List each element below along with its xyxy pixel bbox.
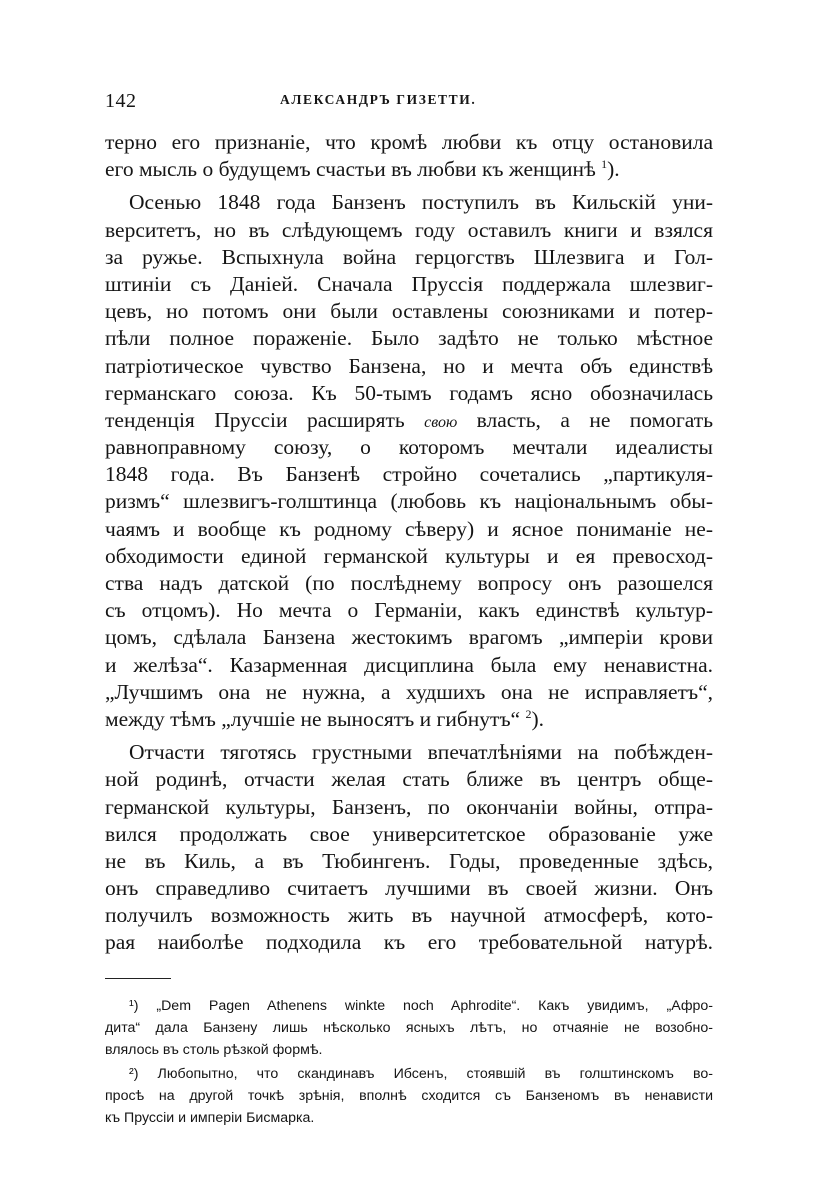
page-number: 142 [105,90,137,112]
paragraph-2 [105,189,713,733]
text-line: получилъ возможность жить въ научной атмосферѣ, кото- [105,903,713,928]
paragraph-3 [105,739,713,957]
text-line: пѣли полное пораженiе. Было задѣто не только мѣстное [105,326,713,351]
text-line: патрiотическое чувство Банзена, но и мечта объ единствѣ [105,353,713,378]
footnote-line: влялось въ столь рѣзкой формѣ. [105,1041,323,1058]
running-head: АЛЕКСАНДРЪ ГИЗЕТТИ. [280,92,477,107]
footnote-line: къ Пруссiи и имперiи Бисмарка. [105,1109,315,1126]
footnote-1 [105,995,713,1061]
footnote-separator [105,978,171,979]
text-line: цевъ, но потомъ они были оставлены союзниками и потер- [105,299,713,324]
text-line: вился продолжать свое университетское образованiе уже [105,821,713,846]
text-line: обходимости единой германской культуры и ея превосход- [105,543,713,568]
text-line: за ружье. Вспыхнула война герцогствъ Шлезвига и Гол- [105,244,713,269]
text-line: „Лучшимъ она не нужна, а худшихъ она не исправляетъ“, [105,679,713,704]
text-line: верситетъ, но въ слѣдующемъ году оставилъ книги и взялся [105,217,713,242]
footnote-line: ¹) „Dem Pagen Athenens winkte noch Aphrodite“. Какъ увидимъ, „Афро- [129,997,713,1014]
book-page [105,86,713,1129]
text-line: между тѣмъ „лучшiе не выносятъ и гибнутъ“ $^2$). [105,706,545,731]
text-line: онъ справедливо считаетъ лучшими въ своей жизни. Онъ [105,876,713,901]
text-line: терно его признанiе, что кромѣ любви къ отцу остановила [105,130,713,154]
text-line: съ отцомъ). Но мечта о Германiи, какъ единствѣ культур- [105,598,713,623]
text-line: ризмъ“ шлезвигъ-голштинца (любовь къ нацiональнымъ обы- [105,489,713,514]
footnote-line: дита“ дала Банзену лишь нѣсколько ясныхъ лѣтъ, но отчаянiе не возобно- [105,1019,713,1036]
italic-emphasis: свою [424,413,458,431]
text-line: и желѣза“. Казарменная дисциплина была ему ненавистна. [105,652,713,677]
text-line: не въ Киль, а въ Тюбингенъ. Годы, проведенные здѣсь, [105,848,713,873]
footnote-ref-2[interactable]: 2 [525,706,532,721]
paragraph-1 [105,129,713,183]
text-line: его мысль о будущемъ счастьи въ любви къ женщинѣ $^1$). [105,157,620,182]
text-line: Отчасти тяготясь грустными впечатлѣнiями на побѣжден- [129,740,713,765]
text-line: ства надъ датской (по послѣднему вопросу онъ разошелся [105,571,713,595]
footnote-ref-1[interactable]: 1 [601,157,608,172]
text-line: цомъ, сдѣлала Банзена жестокимъ врагомъ „имперiи крови [105,625,713,650]
text-line: равноправному союзу, о которомъ мечтали идеалисты [105,435,713,460]
text-line: тенденцiя Пруссiи расширять свою власть, а не помогать [105,407,713,432]
text-line: ной родинѣ, отчасти желая стать ближе въ центръ обще- [105,767,713,792]
text-line: германской культуры, Банзенъ, по окончанiи войны, отпра- [105,794,713,819]
text-line: штинiи съ Данiей. Сначала Пруссiя поддержала шлезвиг- [105,271,713,296]
footnote-2 [105,1063,713,1129]
text-line: 1848 года. Въ Банзенѣ стройно сочетались „партикуля- [105,462,713,487]
footnote-line: просѣ на другой точкѣ зрѣнiя, вполнѣ сходится съ Банзеномъ въ ненависти [105,1087,713,1104]
text-line: рая наиболѣе подходила къ его требовательной натурѣ. [105,930,713,955]
footnote-line: ²) Любопытно, что скандинавъ Ибсенъ, стоявшiй въ голштинскомъ во- [129,1065,713,1082]
page-header [105,86,713,116]
text-line: чаямъ и вообще къ родному сѣверу) и ясное пониманiе не- [105,516,713,541]
text-line: Осенью 1848 года Банзенъ поступилъ въ Кильскiй уни- [129,190,713,215]
text-line: германскаго союза. Къ 50-тымъ годамъ ясно обозначилась [105,380,713,405]
